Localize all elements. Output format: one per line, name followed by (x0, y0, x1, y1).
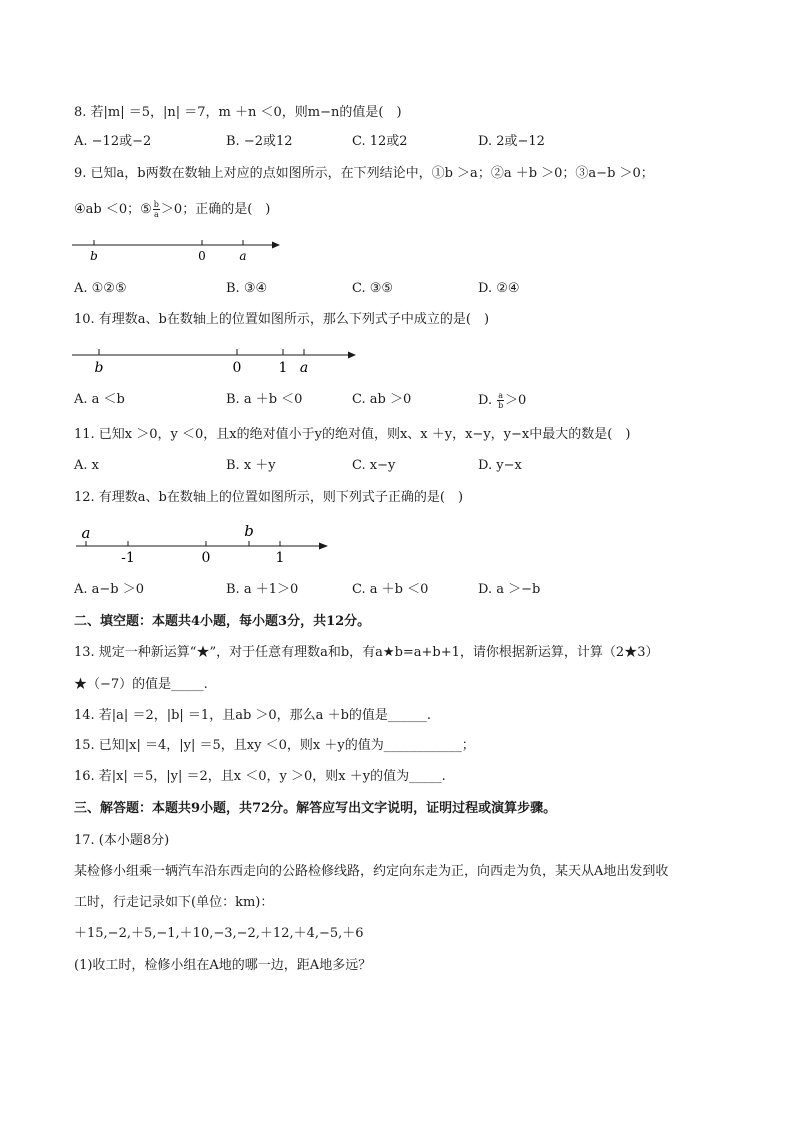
axis-label-b: b (244, 522, 254, 540)
axis-label-a: a (239, 249, 247, 263)
question-15-stem: 15. 已知|x| ＝4，|y| ＝5，且xy ＜0，则x ＋y的值为____________； (74, 738, 475, 753)
question-8-stem: 8. 若|m| ＝5，|n| ＝7，m ＋n ＜0，则m−n的值是( ) (74, 105, 402, 120)
axis-label-0: 0 (232, 360, 242, 376)
question-8-options (74, 133, 714, 151)
axis-label-1: 1 (278, 360, 288, 376)
option-a: A. x (74, 458, 99, 473)
axis-label-a: a (299, 360, 309, 376)
q9-conditions: ④ab ＜0；⑤ (74, 202, 152, 217)
question-10-options (74, 391, 714, 409)
option-b: B. a ＋1＞0 (226, 582, 299, 597)
option-d: D. y−x (478, 458, 522, 473)
axis-label-0: 0 (201, 550, 211, 566)
fraction-a-over-b (497, 391, 504, 410)
question-9-stem: 9. 已知a，b两数在数轴上对应的点如图所示，在下列结论中，①b ＞a；②a ＋b ＞0；③a−b ＞0； (74, 166, 654, 181)
axis-label-a: a (81, 524, 91, 542)
question-17-title: 17. (本小题8分) (74, 833, 170, 848)
axis-label-0: 0 (198, 249, 206, 263)
question-11-stem: 11. 已知x ＞0，y ＜0，且x的绝对值小于y的绝对值，则x、x ＋y，x−y，y−x中最大的数是( ) (74, 427, 631, 442)
question-12-stem: 12. 有理数a、b在数轴上的位置如图所示，则下列式子正确的是( ) (74, 490, 464, 505)
option-a: A. a−b ＞0 (74, 582, 145, 597)
question-16-stem: 16. 若|x| ＝5，|y| ＝2，且x ＜0，y ＞0，则x ＋y的值为_____. (74, 769, 446, 784)
option-c: C. x−y (352, 458, 396, 473)
number-line-q12 (66, 518, 336, 566)
option-c: C. a ＋b ＜0 (352, 582, 429, 597)
section-2-heading: 二、填空题：本题共4小题，每小题3分，共12分。 (74, 614, 371, 629)
option-a: A. −12或−2 (74, 134, 152, 149)
question-13-line2: ★（−7）的值是_____. (74, 677, 208, 692)
question-17-records: ＋15,−2,＋5,−1,＋10,−3,−2,＋12,＋4,−5,＋6 (74, 926, 364, 941)
section-3-heading: 三、解答题：本题共9小题，共72分。解答应写出文字说明，证明过程或演算步骤。 (74, 801, 557, 816)
number-line-q9 (66, 236, 296, 266)
option-d: D. a ＞−b (478, 582, 541, 597)
question-9-options (74, 280, 714, 298)
option-b: B. ③④ (226, 281, 268, 296)
option-a: A. ①②⑤ (74, 281, 127, 296)
question-13-line1: 13. 规定一种新运算“★”，对于任意有理数a和b，有a★b=a+b+1，请你根据新运算，计算（2★3） (74, 645, 659, 660)
question-11-options (74, 457, 714, 475)
option-c: C. 12或2 (352, 134, 408, 149)
fraction-denominator: b (498, 401, 504, 410)
axis-label-b: b (90, 249, 98, 263)
option-a: A. a ＜b (74, 392, 125, 407)
question-17-line1: 某检修小组乘一辆汽车沿东西走向的公路检修线路，约定向东走为正，向西走为负，某天从A地出发到收 (74, 864, 669, 879)
fraction-denominator: a (153, 210, 159, 219)
option-b: B. −2或12 (226, 134, 293, 149)
option-b: B. a ＋b ＜0 (226, 392, 303, 407)
axis-label-minus1: -1 (121, 550, 135, 566)
option-c: C. ③⑤ (352, 281, 394, 296)
question-10-stem: 10. 有理数a、b在数轴上的位置如图所示，那么下列式子中成立的是( ) (74, 312, 490, 327)
axis-label-b: b (94, 360, 104, 376)
axis-arrow (348, 352, 356, 359)
fraction-numerator: a (498, 391, 504, 400)
axis-label-1: 1 (275, 550, 285, 566)
fraction-numerator: b (153, 200, 159, 209)
option-b: B. x ＋y (226, 458, 276, 473)
question-17-part1: (1)收工时，检修小组在A地的哪一边，距A地多远？ (74, 958, 372, 973)
option-c: C. ab ＞0 (352, 392, 412, 407)
axis-arrow (319, 543, 328, 550)
option-d: D. 2或−12 (478, 134, 545, 149)
question-9-stem-line2 (74, 200, 270, 219)
question-14-stem: 14. 若|a| ＝2，|b| ＝1，且ab ＞0，那么a ＋b的值是______. (74, 708, 432, 723)
question-17-line2: 工时，行走记录如下(单位：km)： (74, 895, 274, 910)
q9-question-tail: ＞0；正确的是( ) (160, 202, 271, 217)
axis-arrow (272, 242, 280, 249)
option-d: D. ②④ (478, 281, 520, 296)
option-d-prefix: D. (478, 393, 497, 408)
option-d (478, 391, 526, 410)
fraction-b-over-a (153, 200, 160, 219)
option-d-suffix: ＞0 (505, 393, 527, 408)
number-line-q10 (66, 342, 366, 376)
question-12-options (74, 581, 714, 599)
